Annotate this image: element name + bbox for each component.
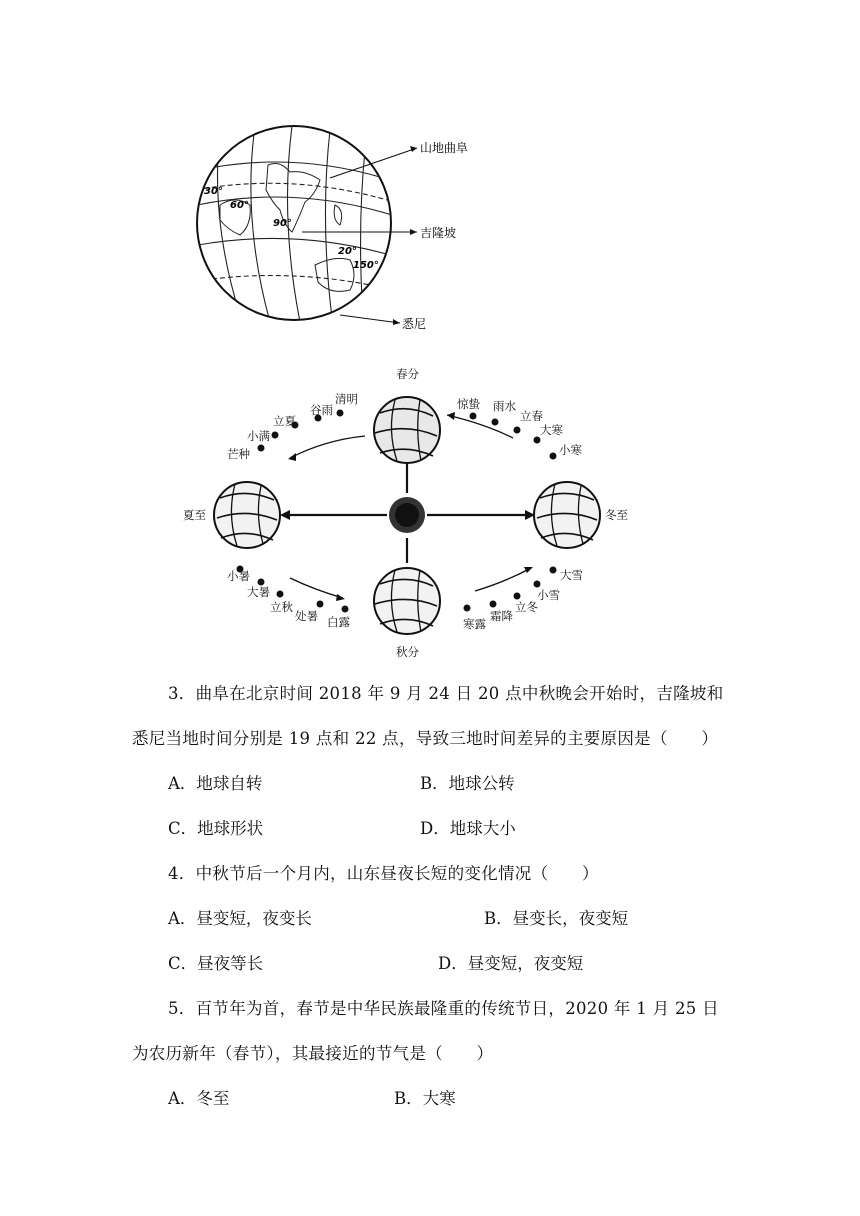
term-shuangjiang: 霜降 bbox=[490, 609, 513, 623]
earth-autumn bbox=[374, 568, 440, 634]
q3-option-b[interactable]: B．地球公转 bbox=[420, 774, 515, 793]
term-dahan: 大寒 bbox=[540, 423, 563, 437]
q5-option-b[interactable]: B．大寒 bbox=[394, 1089, 456, 1108]
term-lixia: 立夏 bbox=[273, 414, 296, 428]
q3-option-d[interactable]: D．地球大小 bbox=[420, 819, 516, 838]
arrow-to-summer bbox=[280, 510, 290, 520]
earth-spring bbox=[374, 397, 440, 463]
globe-figure bbox=[180, 110, 490, 350]
term-chunfen: 春分 bbox=[396, 367, 419, 381]
term-mangzhong: 芒种 bbox=[227, 447, 250, 461]
q5-line2: 为农历新年（春节），其最接近的节气是（ ） bbox=[132, 1044, 494, 1063]
term-xiazhi: 夏至 bbox=[183, 508, 206, 522]
q5-line1: 5．百节年为首，春节是中华民族最隆重的传统节日，2020 年 1 月 25 日 bbox=[168, 999, 719, 1018]
lon150-label: 150° bbox=[353, 260, 379, 271]
sydney-label: 悉尼 bbox=[402, 317, 427, 331]
lon60-label: 60° bbox=[230, 200, 249, 211]
term-dongzhi: 冬至 bbox=[605, 508, 628, 522]
lon90-label: 90° bbox=[273, 218, 292, 229]
q3-option-a[interactable]: A．地球自转 bbox=[168, 774, 263, 793]
term-yushui: 雨水 bbox=[493, 399, 516, 413]
q3-line1: 3．曲阜在北京时间 2018 年 9 月 24 日 20 点中秋晚会开始时，吉隆坡和 bbox=[168, 684, 724, 703]
term-xiaohan: 小寒 bbox=[559, 443, 582, 457]
term-dashu: 大暑 bbox=[247, 585, 270, 599]
earth-winter bbox=[534, 482, 600, 548]
q4-line1: 4．中秋节后一个月内，山东昼夜长短的变化情况（ ） bbox=[168, 864, 599, 883]
term-guyu: 谷雨 bbox=[310, 403, 333, 417]
term-hanlu: 寒露 bbox=[463, 617, 486, 631]
kl-label: 吉隆坡 bbox=[420, 226, 457, 240]
sydney-pointer bbox=[340, 315, 400, 323]
term-chushu: 处暑 bbox=[295, 609, 318, 623]
q3-option-c[interactable]: C．地球形状 bbox=[168, 819, 264, 838]
q4-option-d[interactable]: D．昼变短，夜变短 bbox=[438, 954, 584, 973]
term-xiaoshu: 小暑 bbox=[227, 569, 250, 583]
term-xiaoxue: 小雪 bbox=[537, 588, 560, 602]
lat20-label: 20° bbox=[338, 246, 357, 257]
solar-terms-figure bbox=[175, 358, 645, 664]
lat30-label: 30° bbox=[204, 186, 223, 197]
earth-summer bbox=[214, 482, 280, 548]
q4-option-a[interactable]: A．昼变短，夜变长 bbox=[168, 909, 312, 928]
term-lidong: 立冬 bbox=[515, 600, 538, 614]
term-qingming: 清明 bbox=[335, 392, 358, 406]
term-lichun: 立春 bbox=[520, 409, 543, 423]
q4-option-b[interactable]: B．昼变长，夜变短 bbox=[484, 909, 629, 928]
qufu-label: 山地曲阜 bbox=[420, 141, 469, 155]
term-daxue: 大雪 bbox=[560, 568, 583, 582]
term-liqiu: 立秋 bbox=[270, 600, 293, 614]
term-xiaoman: 小满 bbox=[247, 429, 270, 443]
q3-line2: 悉尼当地时间分别是 19 点和 22 点，导致三地时间差异的主要原因是（ ） bbox=[132, 729, 719, 748]
q5-option-a[interactable]: A．冬至 bbox=[168, 1089, 230, 1108]
term-qiufen: 秋分 bbox=[396, 645, 419, 659]
term-jingzhe: 惊蛰 bbox=[457, 397, 480, 411]
q4-option-c[interactable]: C．昼夜等长 bbox=[168, 954, 264, 973]
term-bailu: 白露 bbox=[327, 615, 350, 629]
